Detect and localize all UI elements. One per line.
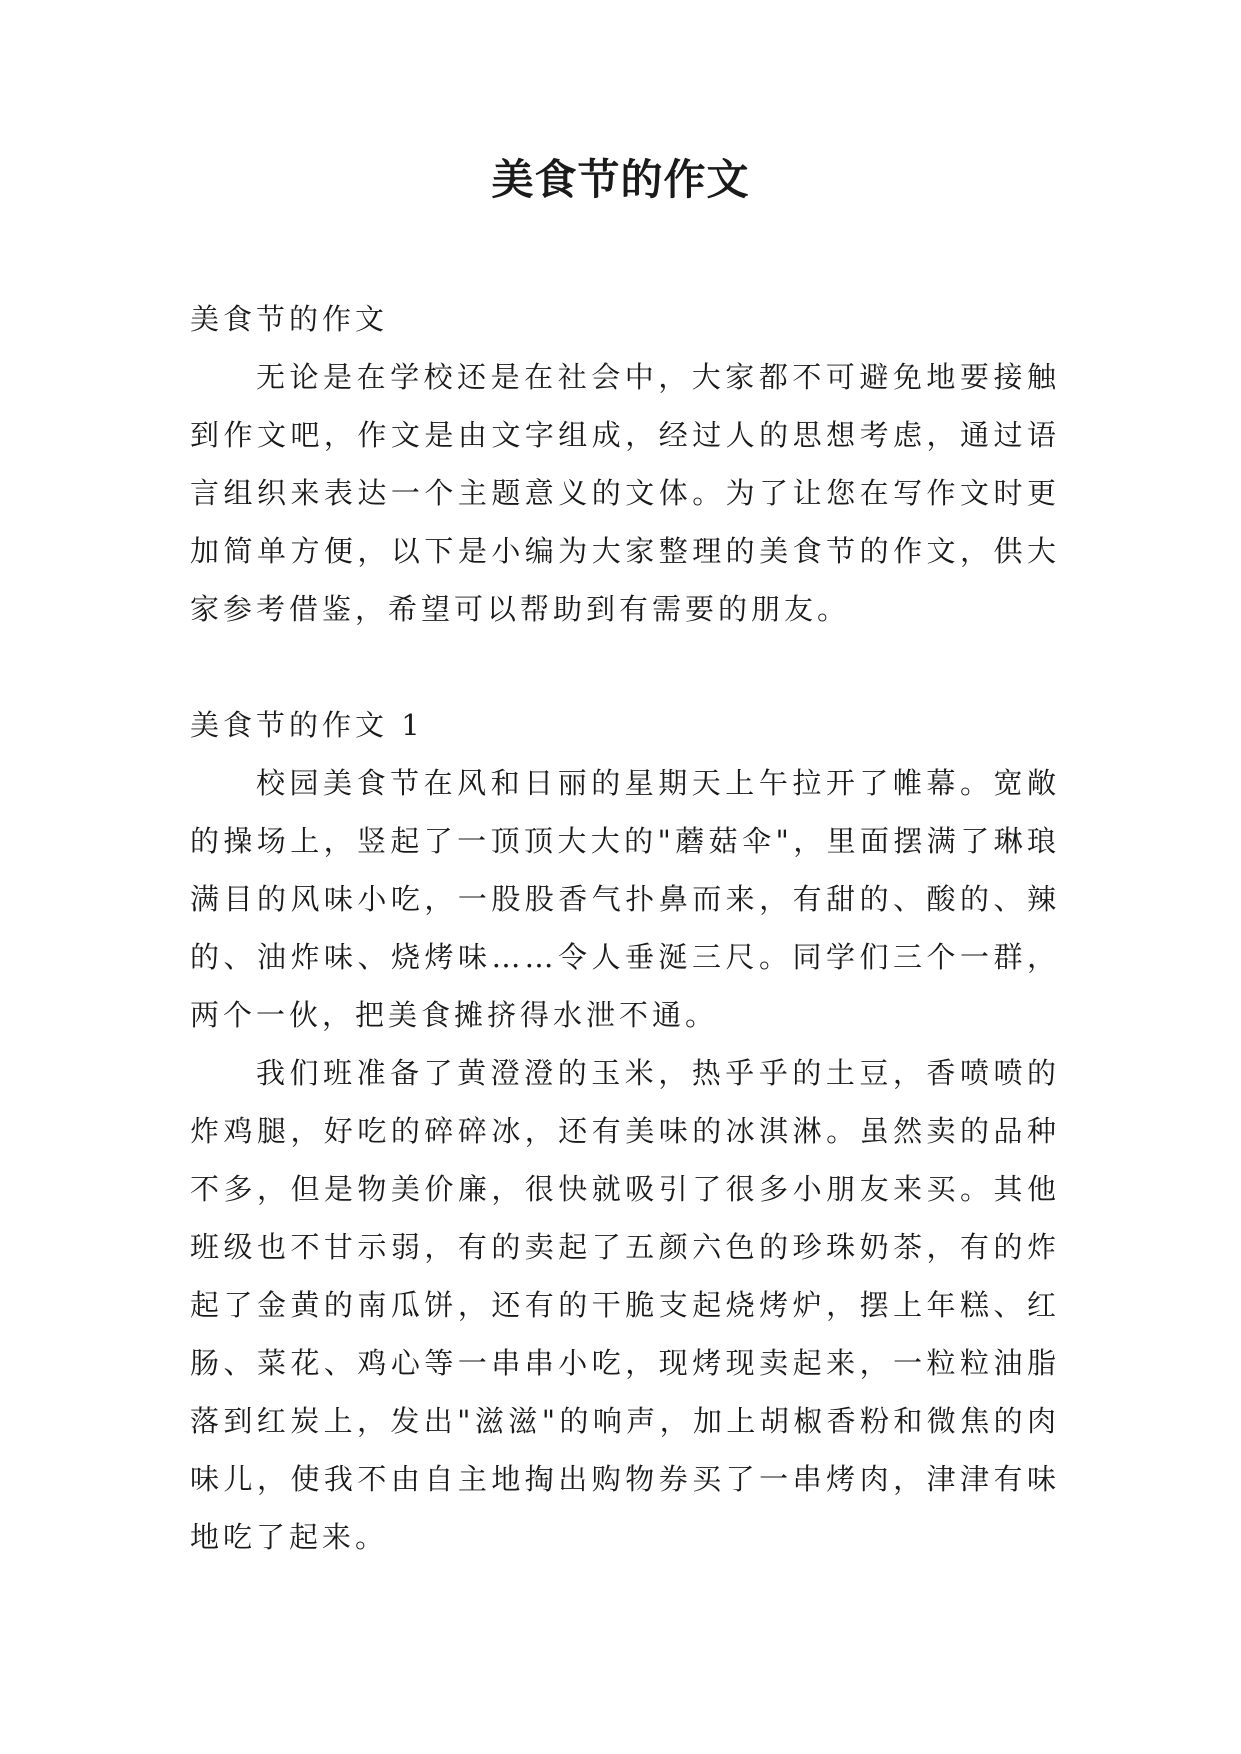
section-paragraph: 校园美食节在风和日丽的星期天上午拉开了帷幕。宽敞的操场上，竖起了一顶顶大大的"蘑菇伞"，里面摆满了琳琅满目的风味小吃，一股股香气扑鼻而来，有甜的、酸的、辣的、油炸味、烧烤味……令人垂涎三尺。同学们三个一群，两个一伙，把美食摊挤得水泄不通。 <box>190 766 1060 1032</box>
document-title: 美食节的作文 <box>491 155 750 204</box>
intro-paragraph: 无论是在学校还是在社会中，大家都不可避免地要接触到作文吧，作文是由文字组成，经过人的思想考虑，通过语言组织来表达一个主题意义的文体。为了让您在写作文时更加简单方便，以下是小编为大家整理的美食节的作文，供大家参考借鉴，希望可以帮助到有需要的朋友。 <box>190 360 1060 626</box>
document-body <box>190 290 1060 1566</box>
section-heading: 美食节的作文 1 <box>190 708 424 742</box>
subtitle: 美食节的作文 <box>190 302 389 336</box>
section-paragraph: 我们班准备了黄澄澄的玉米，热乎乎的土豆，香喷喷的炸鸡腿，好吃的碎碎冰，还有美味的冰淇淋。虽然卖的品种不多，但是物美价廉，很快就吸引了很多小朋友来买。其他班级也不甘示弱，有的卖起了五颜六色的珍珠奶茶，有的炸起了金黄的南瓜饼，还有的干脆支起烧烤炉，摆上年糕、红肠、菜花、鸡心等一串串小吃，现烤现卖起来，一粒粒油脂落到红炭上，发出"滋滋"的响声，加上胡椒香粉和微焦的肉味儿，使我不由自主地掏出购物券买了一串烤肉，津津有味地吃了起来。 <box>190 1056 1060 1554</box>
section-spacer <box>190 638 1060 696</box>
